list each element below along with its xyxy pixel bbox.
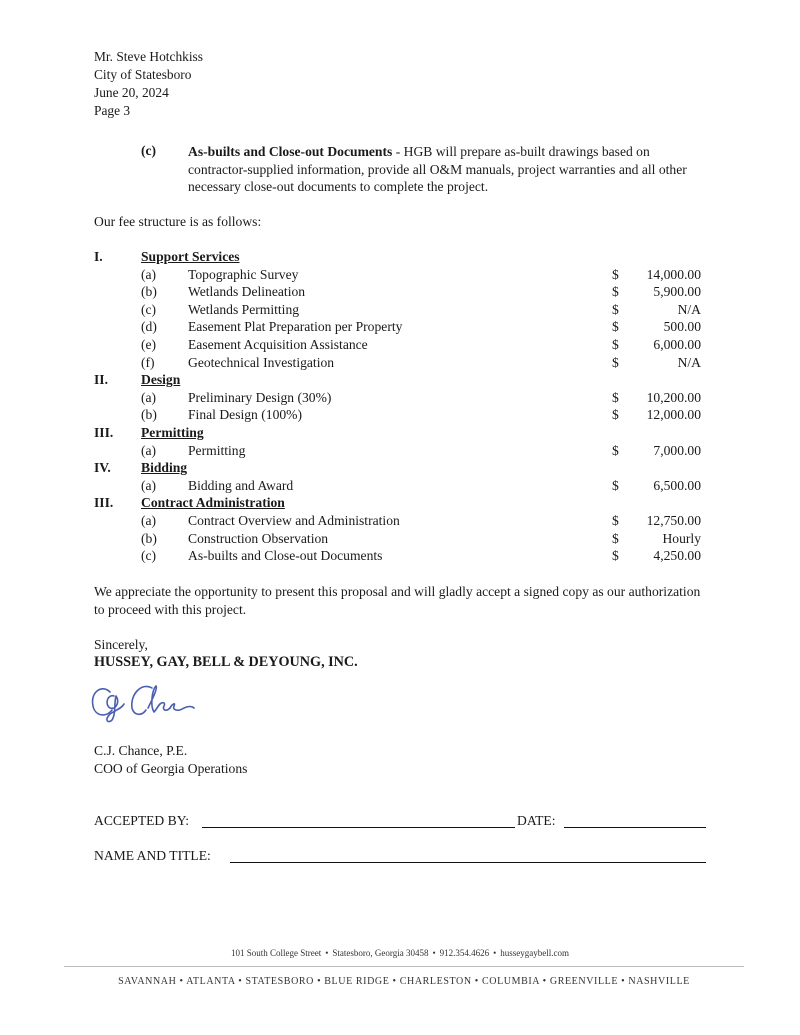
section-numeral: III. [94,424,114,440]
currency-symbol: $ [612,389,619,405]
section-numeral: III. [94,495,114,511]
currency-symbol: $ [612,530,619,546]
accepted-by-label: ACCEPTED BY: [94,813,190,828]
item-amount: 12,000.00 [646,407,701,423]
item-amount: 4,250.00 [653,548,701,564]
item-amount: 6,000.00 [653,336,701,352]
currency-symbol: $ [612,477,619,493]
footer-separator: • [432,948,436,958]
currency-symbol: $ [612,319,619,335]
item-amount: 500.00 [663,319,701,335]
footer-divider [64,966,744,967]
item-letter: (a) [141,266,157,282]
fee-line-item [94,548,704,566]
accepted-by-line[interactable] [202,827,515,828]
currency-symbol: $ [612,548,619,564]
item-amount: N/A [677,354,701,370]
fee-structure-table [94,249,704,566]
section-title: Support Services [141,249,240,264]
item-c-title: As-builts and Close-out Documents [188,144,393,159]
item-description: Bidding and Award [188,477,294,493]
item-amount: 6,500.00 [653,477,701,493]
fee-section-header [94,495,704,513]
fee-line-item [94,284,704,302]
closing-paragraph: We appreciate the opportunity to present this proposal and will gladly accept a signed copy as our authorization to proceed with this project. [94,584,701,617]
item-amount: 12,750.00 [646,512,701,528]
footer-separator: • [325,948,329,958]
item-amount: N/A [677,301,701,317]
item-description: Easement Acquisition Assistance [188,336,368,352]
name-title-line[interactable] [230,862,706,863]
footer-address-part[interactable]: husseygaybell.com [500,948,570,958]
item-letter: (e) [141,336,157,352]
footer-address-part: Statesboro, Georgia 30458 [332,948,429,958]
currency-symbol: $ [612,442,619,458]
item-amount: 14,000.00 [646,266,701,282]
item-letter: (f) [141,354,155,370]
item-amount: Hourly [662,530,701,546]
date-label: DATE: [517,813,556,828]
item-description: Preliminary Design (30%) [188,389,332,405]
item-letter: (a) [141,477,157,493]
footer-separator: • [493,948,497,958]
item-description: Final Design (100%) [188,407,303,423]
currency-symbol: $ [612,354,619,370]
currency-symbol: $ [612,266,619,282]
signature [88,680,208,731]
item-amount: 5,900.00 [653,284,701,300]
footer-address [0,948,800,958]
section-title: Contract Administration [141,495,285,511]
fee-intro: Our fee structure is as follows: [94,214,262,229]
currency-symbol: $ [612,284,619,300]
firm-name: HUSSEY, GAY, BELL & DEYOUNG, INC. [94,654,358,670]
item-letter: (a) [141,512,157,528]
item-description: Easement Plat Preparation per Property [188,319,403,335]
footer-address-part: 912.354.4626 [439,948,490,958]
item-letter: (a) [141,389,157,405]
date-line[interactable] [564,827,706,828]
fee-line-item [94,478,704,496]
section-numeral: II. [94,372,108,388]
section-title: Permitting [141,424,204,440]
fee-line-item [94,355,704,373]
item-description: Wetlands Permitting [188,301,300,317]
fee-line-item [94,390,704,408]
fee-section-header [94,460,704,478]
item-letter: (d) [141,319,157,335]
fee-section-header [94,425,704,443]
footer-address-part: 101 South College Street [230,948,322,958]
item-description: Construction Observation [188,530,329,546]
currency-symbol: $ [612,301,619,317]
currency-symbol: $ [612,336,619,352]
item-description: Geotechnical Investigation [188,354,335,370]
signature-image [88,680,208,726]
item-letter: (b) [141,407,157,423]
recipient-organization: City of Statesboro [94,67,192,82]
page-number: Page 3 [94,103,131,118]
fee-line-item [94,513,704,531]
name-title-label: NAME AND TITLE: [94,848,211,863]
fee-line-item [94,302,704,320]
letter-header [94,48,203,120]
currency-symbol: $ [612,512,619,528]
item-c-paragraph [188,143,708,196]
fee-line-item [94,531,704,549]
signer-block [94,742,247,777]
footer-cities: SAVANNAH • ATLANTA • STATESBORO • BLUE RIDGE • CHARLESTON • COLUMBIA • GREENVILLE • NASHVILLE [118,976,690,987]
item-amount: 7,000.00 [653,442,701,458]
item-description: Contract Overview and Administration [188,512,400,528]
currency-symbol: $ [612,407,619,423]
sincerely: Sincerely, [94,637,148,652]
signer-name: C.J. Chance, P.E. [94,743,188,758]
fee-line-item [94,319,704,337]
recipient-name: Mr. Steve Hotchkiss [94,49,203,64]
item-description: Topographic Survey [188,266,299,282]
item-amount: 10,200.00 [646,389,701,405]
item-letter: (b) [141,284,157,300]
item-letter: (b) [141,530,157,546]
letter-date: June 20, 2024 [94,85,169,100]
item-description: As-builts and Close-out Documents [188,548,383,564]
item-letter: (c) [141,301,157,317]
item-c-label: (c) [141,143,157,158]
fee-line-item [94,443,704,461]
section-numeral: IV. [94,460,111,476]
fee-line-item [94,407,704,425]
item-description: Wetlands Delineation [188,284,306,300]
section-title: Bidding [141,460,188,476]
section-numeral: I. [94,249,103,264]
fee-line-item [94,337,704,355]
section-title: Design [141,372,181,388]
item-c-text: - HGB will prepare as-built drawings based on contractor-supplied information, provide all O&M manuals, project warranties and all other necessary close-out documents to complete the project. [188,144,687,194]
item-letter: (c) [141,548,157,564]
fee-line-item [94,267,704,285]
fee-section-header [94,249,704,267]
signer-title: COO of Georgia Operations [94,760,248,776]
item-description: Permitting [188,442,246,458]
item-letter: (a) [141,442,157,458]
fee-section-header [94,372,704,390]
